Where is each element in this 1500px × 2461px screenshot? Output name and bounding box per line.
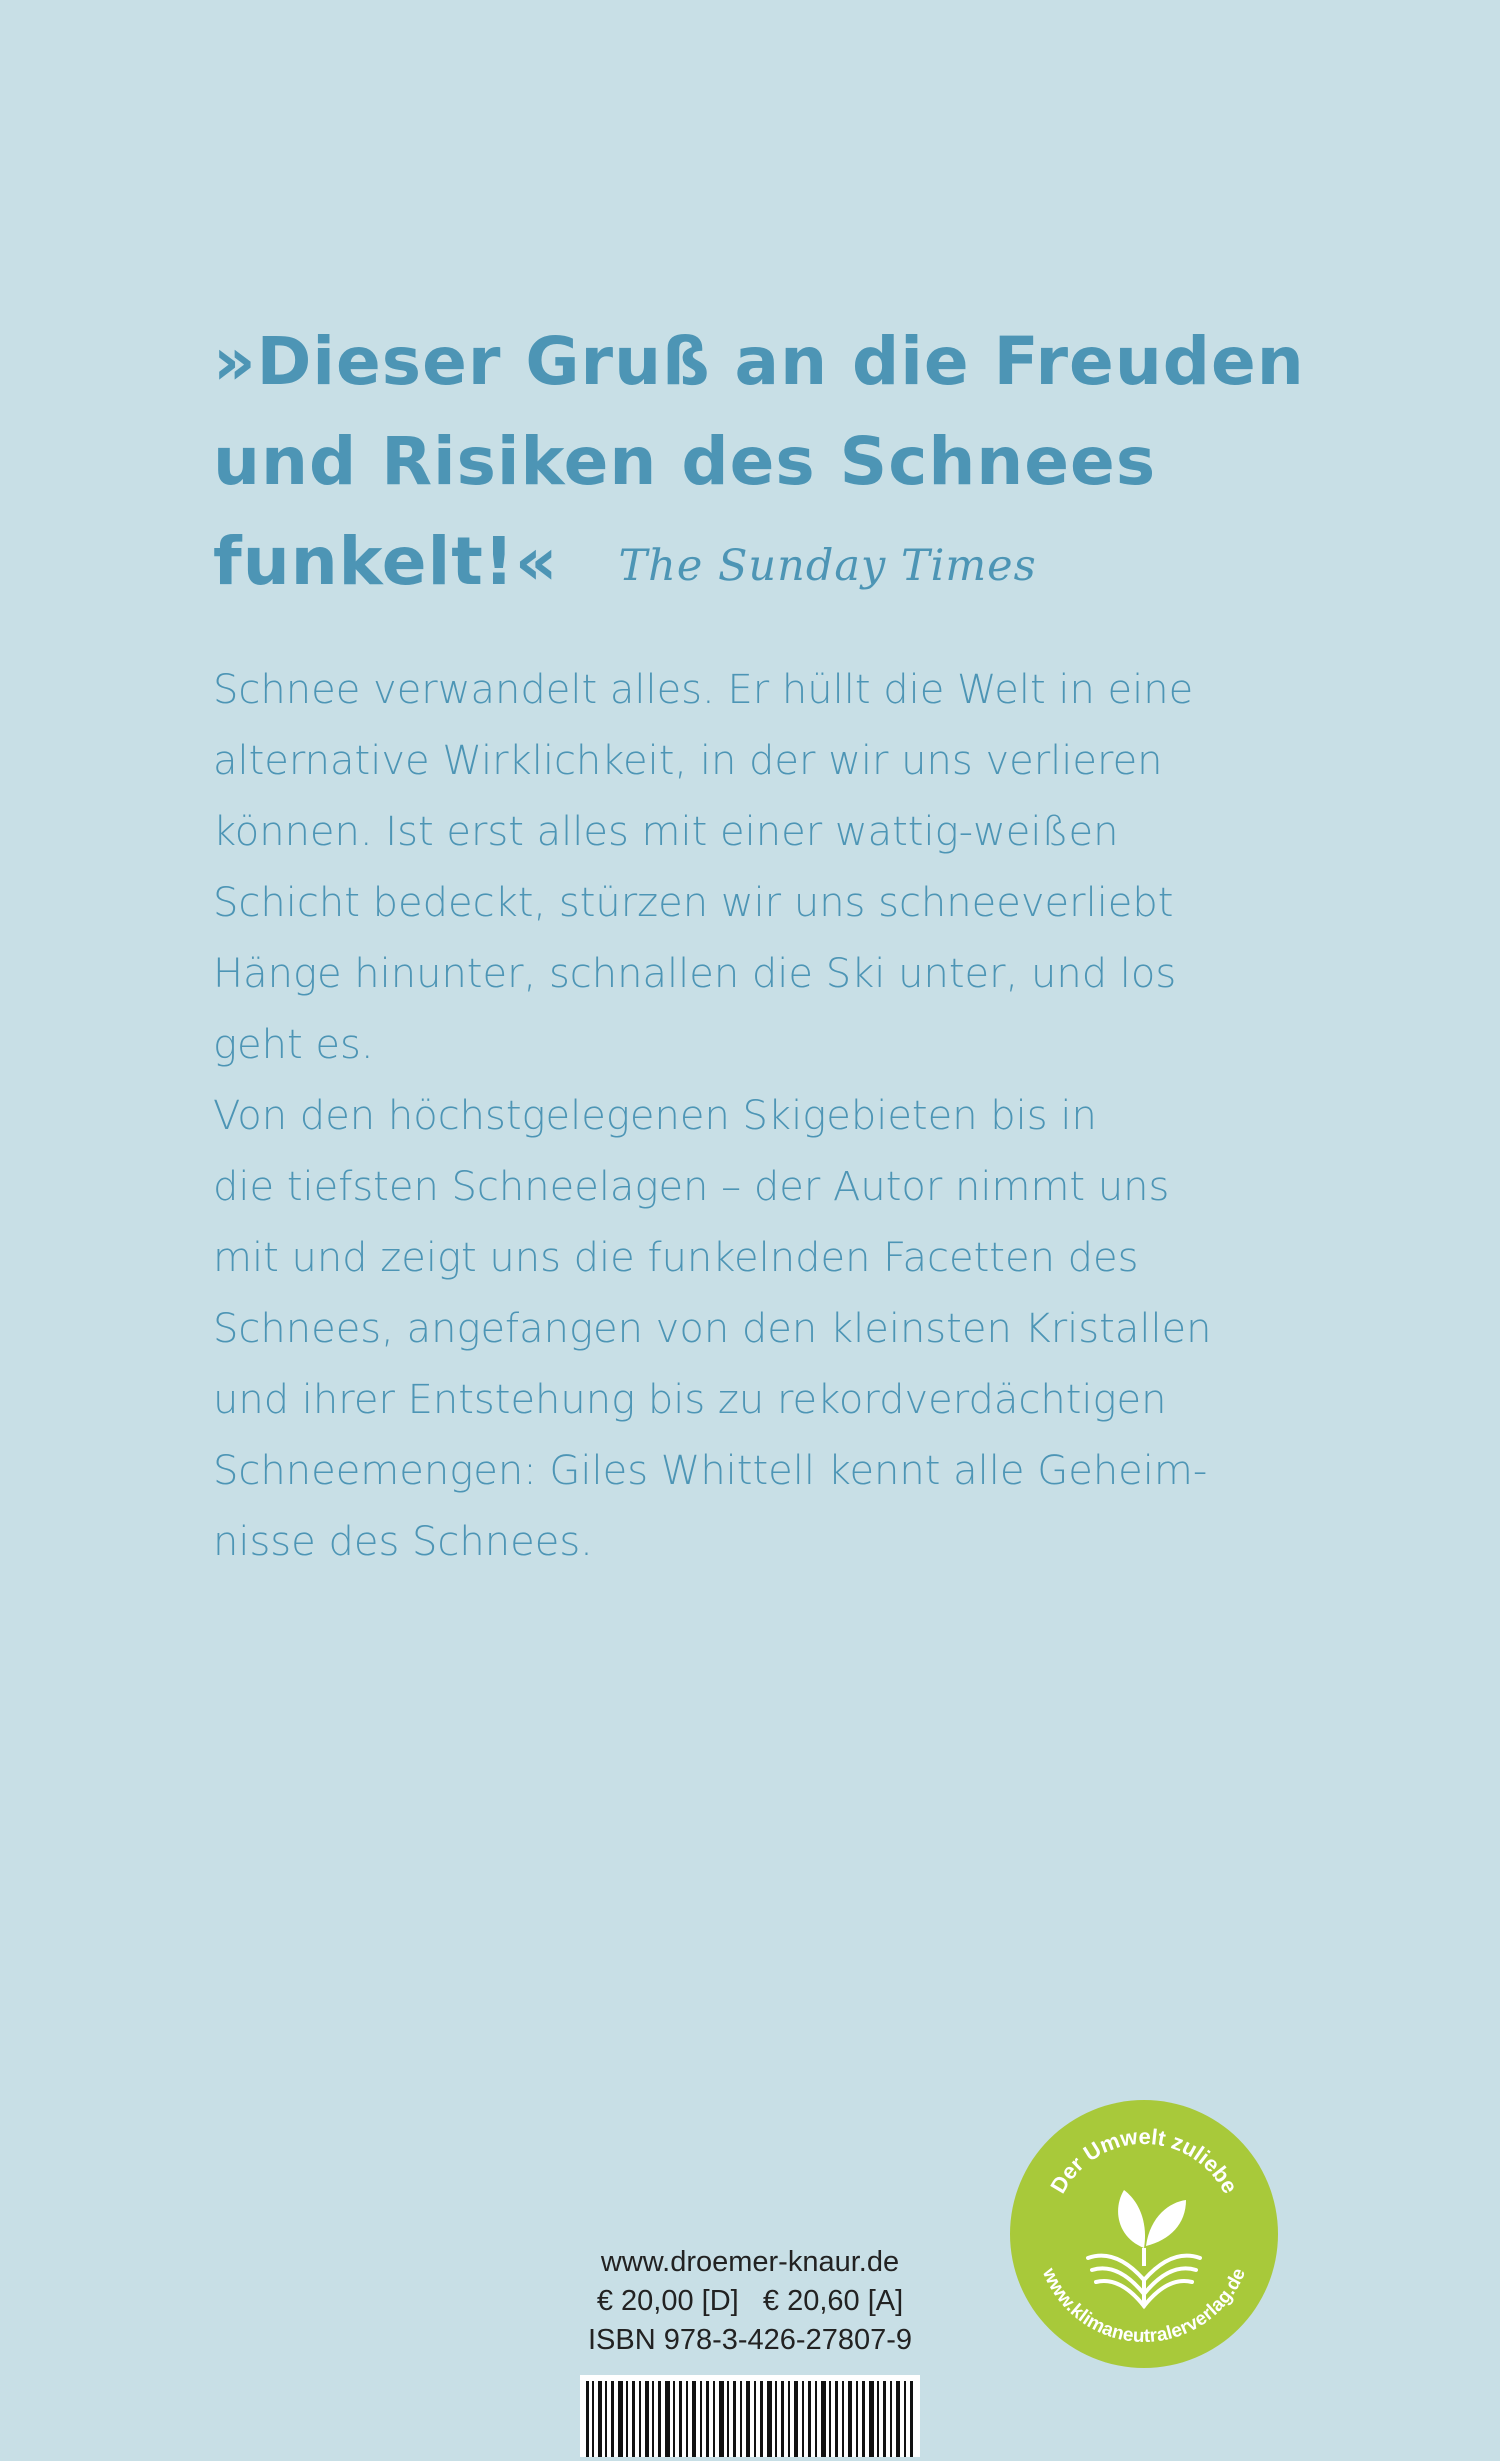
quote-line-1: »Dieser Gruß an die Freuden <box>213 323 1305 400</box>
quote-source: The Sunday Times <box>618 541 1037 591</box>
description-line: nisse des Schnees. <box>213 1519 593 1565</box>
description-line: alternative Wirklichkeit, in der wir uns verlieren <box>213 738 1163 784</box>
description-line: Schneemengen: Giles Whittell kennt alle Geheim- <box>213 1448 1208 1494</box>
quote-line-3-text: funkelt!« <box>213 523 559 600</box>
description-line: Schicht bedeckt, stürzen wir uns schneeverliebt <box>213 880 1174 926</box>
quote-line-2: und Risiken des Schnees <box>213 423 1157 500</box>
quote-line-3 <box>213 512 1363 616</box>
barcode <box>580 2375 920 2457</box>
price-info: € 20,00 [D] € 20,60 [A] <box>596 2285 904 2317</box>
publisher-imprint <box>580 2243 920 2360</box>
isbn: ISBN 978-3-426-27807-9 <box>587 2324 913 2356</box>
description-line: mit und zeigt uns die funkelnden Facetten des <box>213 1235 1139 1281</box>
description-line: können. Ist erst alles mit einer wattig-weißen <box>213 809 1119 855</box>
seal-top-text: Der Umwelt zuliebe <box>1045 2123 1243 2198</box>
climate-neutral-seal <box>1008 2098 1280 2370</box>
barcode-graphic <box>580 2375 920 2457</box>
description-line: Schnees, angefangen von den kleinsten Kristallen <box>213 1306 1212 1352</box>
description-line: Schnee verwandelt alles. Er hüllt die Welt in eine <box>213 667 1194 713</box>
book-description <box>213 655 1353 1578</box>
description-line: Von den höchstgelegenen Skigebieten bis in <box>213 1093 1097 1139</box>
description-line: die tiefsten Schneelagen – der Autor nimmt uns <box>213 1164 1170 1210</box>
blurb-quote <box>213 312 1363 616</box>
seal-bottom-text: www.klimaneutralerverlag.de <box>1037 2265 1251 2348</box>
description-line: und ihrer Entstehung bis zu rekordverdächtigen <box>213 1377 1167 1423</box>
seal-graphic <box>1008 2098 1280 2370</box>
description-line: geht es. <box>213 1022 374 1068</box>
description-line: Hänge hinunter, schnallen die Ski unter, und los <box>213 951 1177 997</box>
publisher-website: www.droemer-knaur.de <box>600 2246 900 2278</box>
